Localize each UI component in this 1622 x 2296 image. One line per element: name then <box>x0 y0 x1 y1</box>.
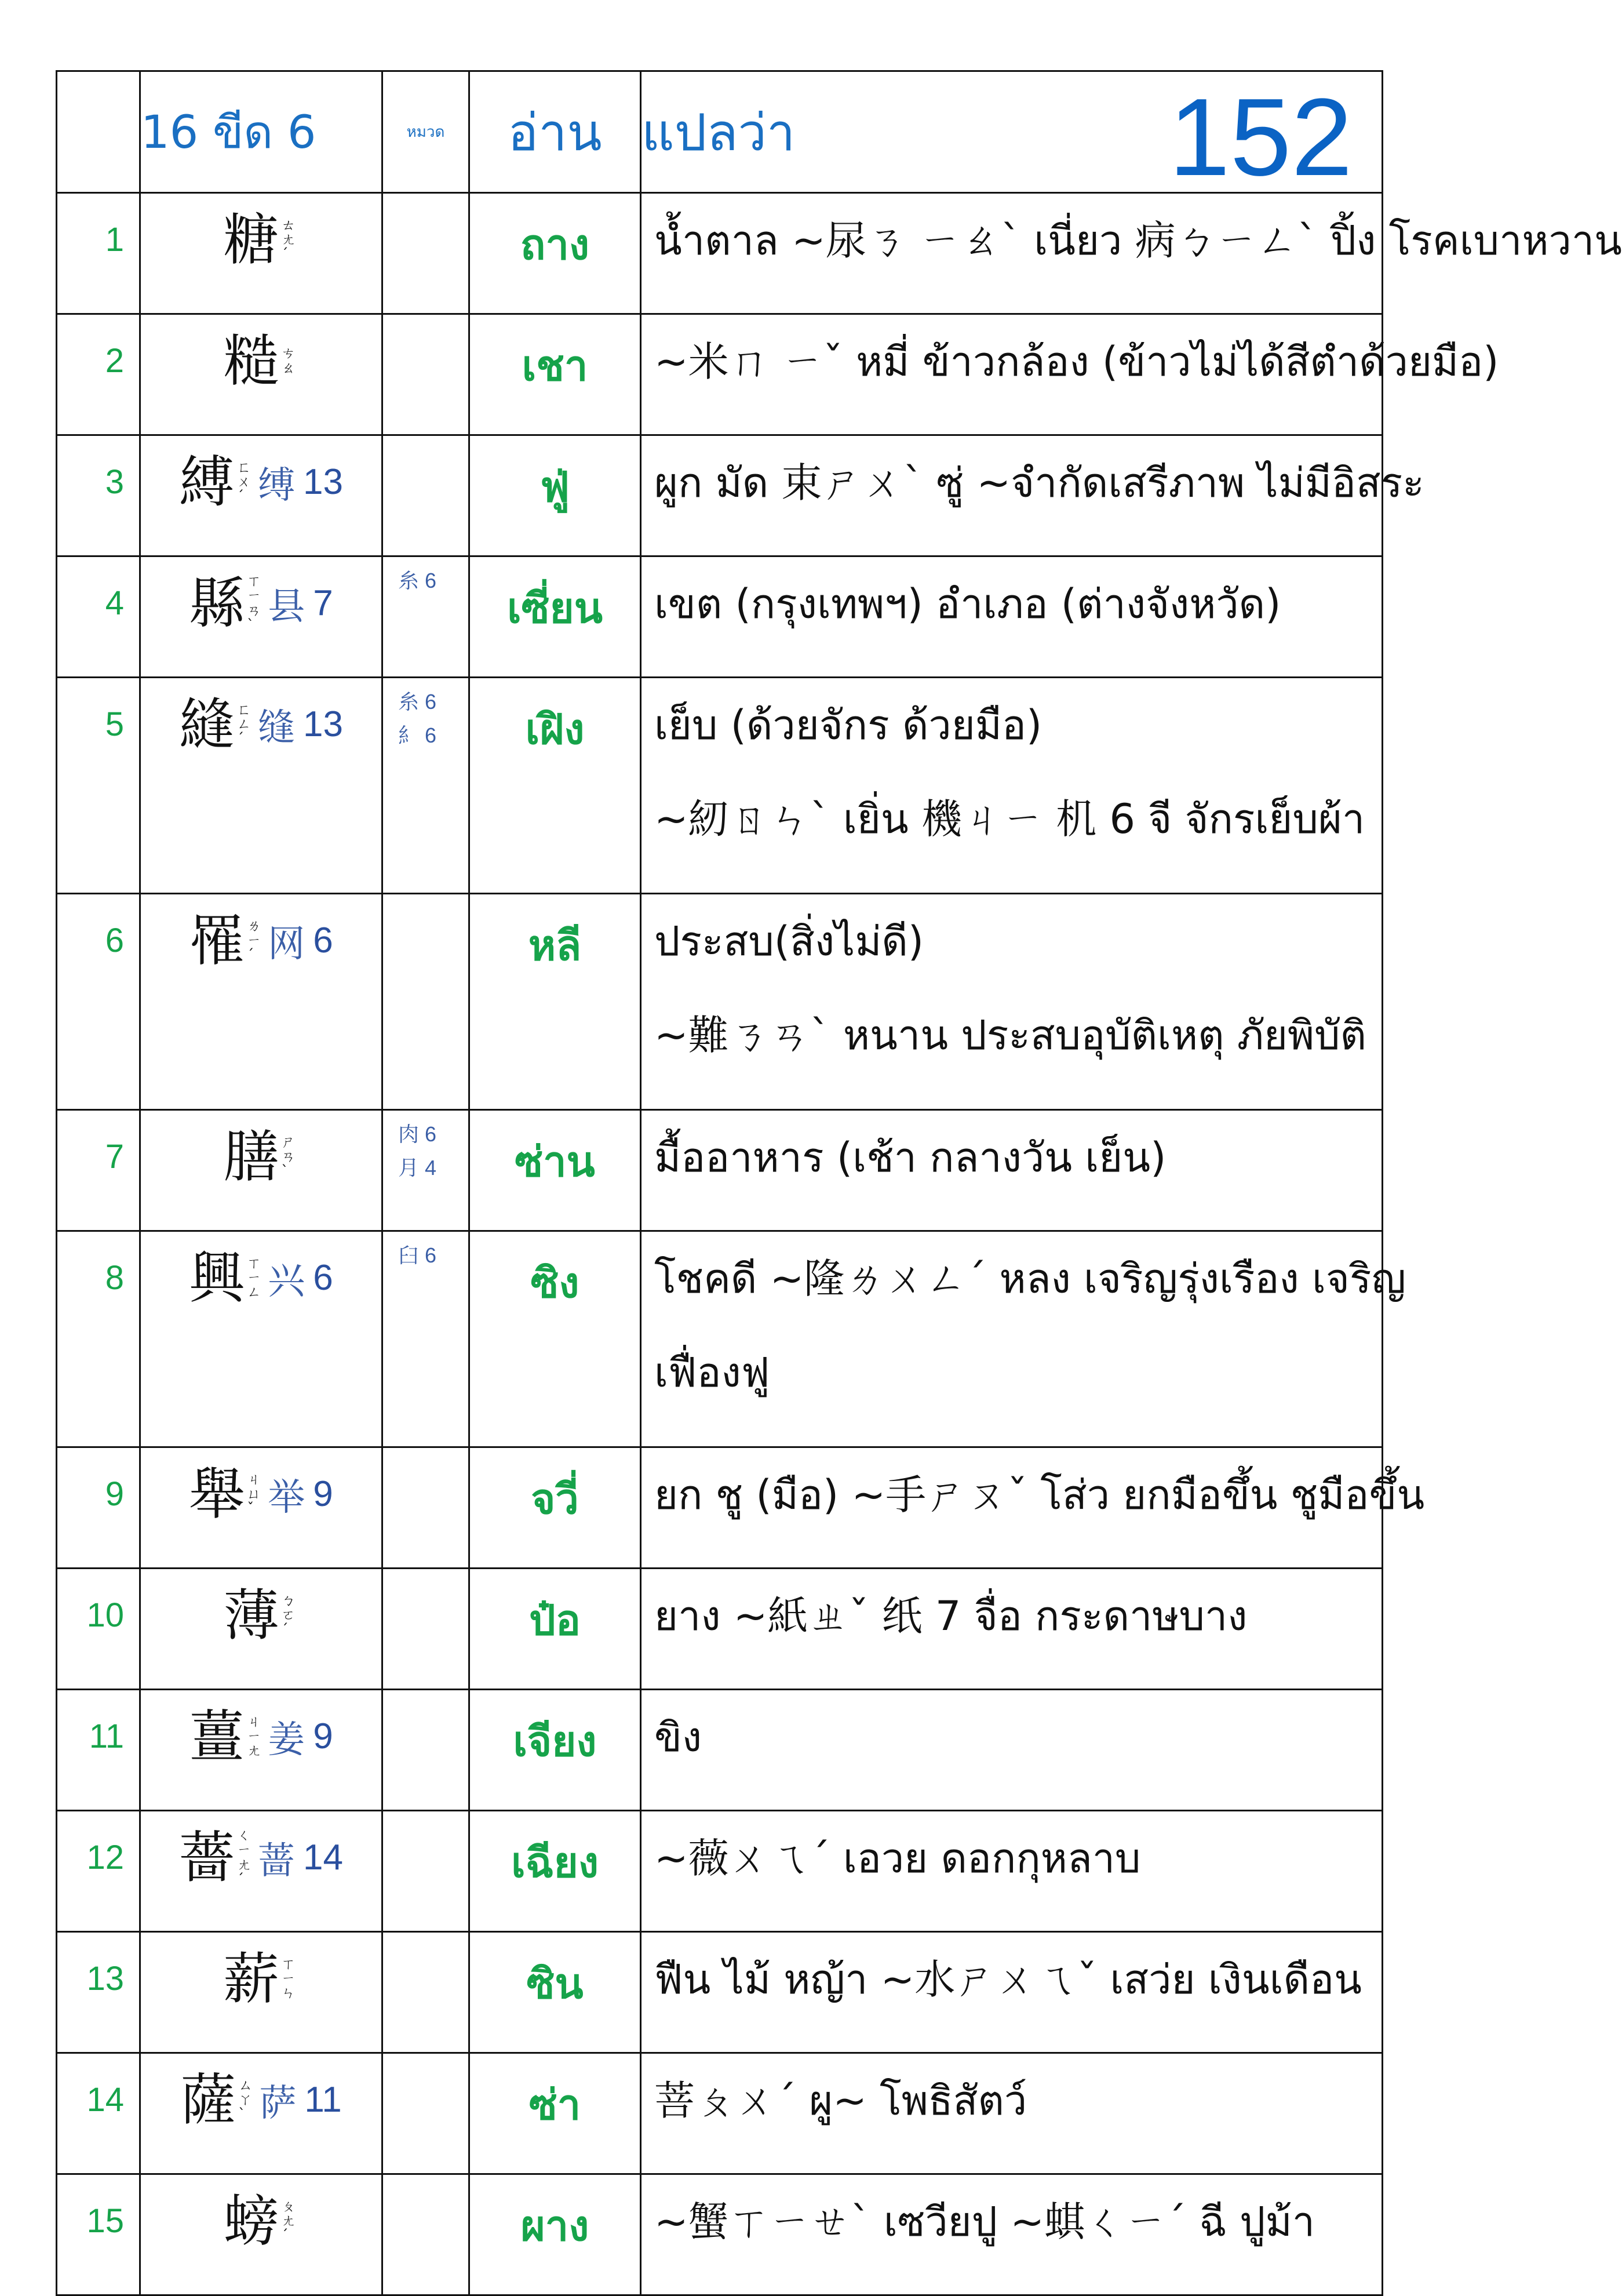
table-row <box>57 2174 1383 2295</box>
meaning-cell <box>641 1690 1383 1811</box>
radical-label: 肉 6 <box>398 1122 437 1146</box>
bopomofo: ㄐㄧㄤ <box>247 1713 261 1759</box>
table-row <box>57 678 1383 894</box>
header-num-cell <box>57 71 140 193</box>
bopomofo: ㄌㄧˊ <box>247 917 261 963</box>
simplified-stroke-count: 6 <box>313 920 333 960</box>
row-number: 6 <box>57 894 140 1110</box>
radical-label: 糹 6 <box>398 723 437 747</box>
reading: ถาง <box>469 193 641 314</box>
bopomofo: ㄘㄠ <box>281 345 296 376</box>
meaning-line-1: ฟืน ไม้ หญ้า ~水ㄕㄨㄟˇ เสว่ย เงินเดือน <box>654 1956 1362 2003</box>
radical-cell <box>382 1231 469 1447</box>
table-row <box>57 435 1383 556</box>
radical-cell <box>382 435 469 556</box>
meaning-cell <box>641 1569 1383 1690</box>
reading: ฟู่ <box>469 435 641 556</box>
bopomofo: ㄊㄤˊ <box>281 216 296 263</box>
traditional-char: 螃 <box>223 2188 279 2254</box>
char-cell <box>140 556 382 678</box>
meaning-line-1: ขิง <box>654 1713 702 1761</box>
meaning-cell <box>641 556 1383 678</box>
table-row <box>57 1231 1383 1447</box>
header-title: 16 ขีด 6 <box>140 71 382 193</box>
char-cell <box>140 2053 382 2174</box>
reading: เฉียง <box>469 1811 641 1932</box>
meaning-cell <box>641 894 1383 1110</box>
table-row <box>57 1569 1383 1690</box>
char-cell <box>140 1569 382 1690</box>
meaning-cell <box>641 314 1499 435</box>
traditional-char: 薑 <box>189 1704 245 1769</box>
bopomofo: ㄒㄧㄢˋ <box>247 573 261 633</box>
header-row <box>57 71 1383 193</box>
simplified-stroke-count: 6 <box>313 1258 333 1298</box>
bopomofo: ㄈㄨˊ <box>237 459 251 505</box>
reading: ซ่า <box>469 2053 641 2174</box>
row-number: 14 <box>57 2053 140 2174</box>
meaning-line-1: โชคดี ~隆ㄌㄨㄥˊ หลง เจริญรุ่งเรือง เจริญ <box>654 1255 1406 1302</box>
simplified-char: 萨 <box>259 2082 297 2125</box>
traditional-char: 興 <box>189 1245 245 1311</box>
char-cell <box>140 1932 382 2053</box>
char-cell <box>140 1447 382 1569</box>
header-radical-label: หมวด <box>382 71 469 193</box>
row-number: 7 <box>57 1110 140 1231</box>
traditional-char: 薄 <box>223 1582 279 1648</box>
meaning-line-1: ผูก มัด 束ㄕㄨˋ ซู่ ~จำกัดเสรีภาพ ไม่มีอิสระ <box>654 459 1424 507</box>
table-row <box>57 2053 1383 2174</box>
reading: ผาง <box>469 2174 641 2295</box>
radical-cell <box>382 678 469 894</box>
reading: หลี <box>469 894 641 1110</box>
reading: จวี่ <box>469 1447 641 1569</box>
meaning-cell <box>641 1231 1406 1447</box>
simplified-stroke-count: 11 <box>304 2080 342 2120</box>
radical-cell <box>382 1569 469 1690</box>
simplified-stroke-count: 7 <box>313 583 333 623</box>
radical-cell <box>382 2174 469 2295</box>
char-cell <box>140 1690 382 1811</box>
simplified-stroke-count: 13 <box>303 462 343 502</box>
row-number: 9 <box>57 1447 140 1569</box>
simplified-char: 缝 <box>258 706 296 749</box>
row-number: 3 <box>57 435 140 556</box>
header-meaning-cell <box>641 71 1383 199</box>
meaning-cell <box>641 435 1424 556</box>
traditional-char: 罹 <box>189 908 245 973</box>
row-number: 11 <box>57 1690 140 1811</box>
meaning-cell <box>641 1447 1425 1569</box>
row-number: 12 <box>57 1811 140 1932</box>
header-reading-label: อ่าน <box>469 71 641 193</box>
bopomofo: ㄈㄥˊ <box>237 701 251 747</box>
meaning-line-1: ประสบ(สิ่งไม่ดี) <box>654 918 924 965</box>
table-row <box>57 1690 1383 1811</box>
meaning-line-1: 菩ㄆㄨˊ ผู~ โพธิสัตว์ <box>654 2077 1027 2124</box>
traditional-char: 薔 <box>179 1825 235 1890</box>
simplified-char: 举 <box>268 1476 305 1519</box>
reading: เฝิง <box>469 678 641 894</box>
traditional-char: 糖 <box>223 207 279 272</box>
traditional-char: 膳 <box>223 1124 279 1189</box>
radical-cell <box>382 2053 469 2174</box>
radical-cell <box>382 1690 469 1811</box>
reading: เจียง <box>469 1690 641 1811</box>
meaning-line-1: ~蟹ㄒㄧㄝˋ เซวียปู ~蜞ㄑㄧˊ ฉี ปูม้า <box>654 2198 1315 2246</box>
simplified-stroke-count: 9 <box>313 1474 333 1514</box>
reading: ป๋อ <box>469 1569 641 1690</box>
row-number: 2 <box>57 314 140 435</box>
traditional-char: 舉 <box>189 1461 245 1527</box>
meaning-line-2: ~難ㄋㄢˋ หนาน ประสบอุบัติเหตุ ภัยพิบัติ <box>654 1011 1366 1059</box>
traditional-char: 縛 <box>179 449 235 515</box>
row-number: 8 <box>57 1231 140 1447</box>
simplified-char: 网 <box>268 922 305 966</box>
traditional-char: 薩 <box>180 2067 236 2133</box>
meaning-line-1: ~米ㄇ ㄧˇ หมี่ ข้าวกล้อง (ข้าวไม่ได้สีตำด้วยมือ) <box>654 338 1499 385</box>
radical-label: 糸 6 <box>398 569 437 592</box>
simplified-stroke-count: 13 <box>303 704 343 744</box>
table-row <box>57 314 1383 435</box>
meaning-cell <box>641 678 1383 894</box>
meaning-line-1: ยาง ~紙ㄓˇ 纸 7 จื่อ กระดาษบาง <box>654 1592 1248 1640</box>
radical-cell <box>382 193 469 314</box>
reading: ซิง <box>469 1231 641 1447</box>
radical-cell <box>382 1811 469 1932</box>
reading: เซี่ยน <box>469 556 641 678</box>
reading: เชา <box>469 314 641 435</box>
char-cell <box>140 894 382 1110</box>
table-row <box>57 1932 1383 2053</box>
bopomofo: ㄑㄧㄤˊ <box>237 1827 251 1887</box>
traditional-char: 薪 <box>223 1946 279 2011</box>
traditional-char: 縫 <box>179 692 235 757</box>
simplified-char: 蔷 <box>258 1839 296 1883</box>
row-number: 1 <box>57 193 140 314</box>
char-cell <box>140 435 382 556</box>
meaning-cell <box>641 193 1622 314</box>
row-number: 10 <box>57 1569 140 1690</box>
simplified-char: 姜 <box>268 1718 305 1762</box>
row-number: 4 <box>57 556 140 678</box>
char-cell <box>140 2174 382 2295</box>
meaning-cell <box>641 1932 1383 2053</box>
meaning-line-1: ยก ชู (มือ) ~手ㄕㄡˇ โส่ว ยกมือขึ้น ชูมือขึ้น <box>654 1471 1425 1519</box>
row-number: 13 <box>57 1932 140 2053</box>
meaning-line-2: เฟื่องฟู <box>654 1349 770 1396</box>
radical-label: 臼 6 <box>398 1243 437 1267</box>
bopomofo: ㄒㄧㄥ <box>247 1254 261 1301</box>
meaning-line-1: ~薇ㄨㄟˊ เอวย ดอกกุหลาบ <box>654 1835 1141 1882</box>
radical-label: 月 4 <box>398 1156 437 1180</box>
char-cell <box>140 1811 382 1932</box>
bopomofo: ㄙㄚˋ <box>238 2076 253 2123</box>
bopomofo: ㄐㄩˇ <box>247 1471 261 1517</box>
meaning-line-1: มื้ออาหาร (เช้า กลางวัน เย็น) <box>654 1134 1167 1181</box>
traditional-char: 糙 <box>223 328 279 394</box>
radical-cell <box>382 1932 469 2053</box>
reading: ซ่าน <box>469 1110 641 1231</box>
table-row <box>57 894 1383 1110</box>
meaning-cell <box>641 2053 1383 2174</box>
row-number: 5 <box>57 678 140 894</box>
reading: ซิน <box>469 1932 641 2053</box>
table-row <box>57 193 1383 314</box>
bopomofo: ㄕㄢˋ <box>281 1133 296 1180</box>
table-row <box>57 1447 1383 1569</box>
radical-cell <box>382 1447 469 1569</box>
bopomofo: ㄒㄧㄣ <box>281 1955 296 2002</box>
char-cell <box>140 1110 382 1231</box>
radical-cell <box>382 894 469 1110</box>
meaning-line-2: ~紉ㄖㄣˋ เยิ่น 機ㄐㄧ 机 6 จี จักรเย็บผ้า <box>654 795 1365 843</box>
page-number: 152 <box>1168 76 1353 199</box>
meaning-cell <box>641 2174 1383 2295</box>
traditional-char: 縣 <box>189 570 245 636</box>
simplified-stroke-count: 9 <box>313 1716 333 1756</box>
table-row <box>57 1811 1383 1932</box>
table-row <box>57 556 1383 678</box>
radical-cell <box>382 1110 469 1231</box>
simplified-stroke-count: 14 <box>303 1837 343 1877</box>
simplified-char: 兴 <box>268 1260 305 1303</box>
meaning-cell <box>641 1811 1383 1932</box>
meaning-cell <box>641 1110 1383 1231</box>
header-meaning-label: แปลว่า <box>641 102 796 162</box>
meaning-line-1: เขต (กรุงเทพฯ) อำเภอ (ต่างจังหวัด) <box>654 580 1281 628</box>
radical-cell <box>382 556 469 678</box>
table-row <box>57 1110 1383 1231</box>
bopomofo: ㄆㄤˊ <box>281 2197 296 2244</box>
row-number: 15 <box>57 2174 140 2295</box>
simplified-char: 县 <box>268 585 305 628</box>
bopomofo: ㄅㄛˊ <box>281 1592 296 1638</box>
meaning-line-1: เย็บ (ด้วยจักร ด้วยมือ) <box>654 701 1043 749</box>
char-cell <box>140 314 382 435</box>
vocab-table <box>56 70 1622 2296</box>
radical-cell <box>382 314 469 435</box>
meaning-line-1: น้ำตาล ~尿ㄋ ㄧㄠˋ เนี่ยว 病ㄅㄧㄥˋ ปิ้ง โรคเบาหวาน <box>654 217 1622 264</box>
char-cell <box>140 678 382 894</box>
char-cell <box>140 193 382 314</box>
char-cell <box>140 1231 382 1447</box>
simplified-char: 缚 <box>258 464 296 507</box>
radical-label: 糸 6 <box>398 690 437 714</box>
